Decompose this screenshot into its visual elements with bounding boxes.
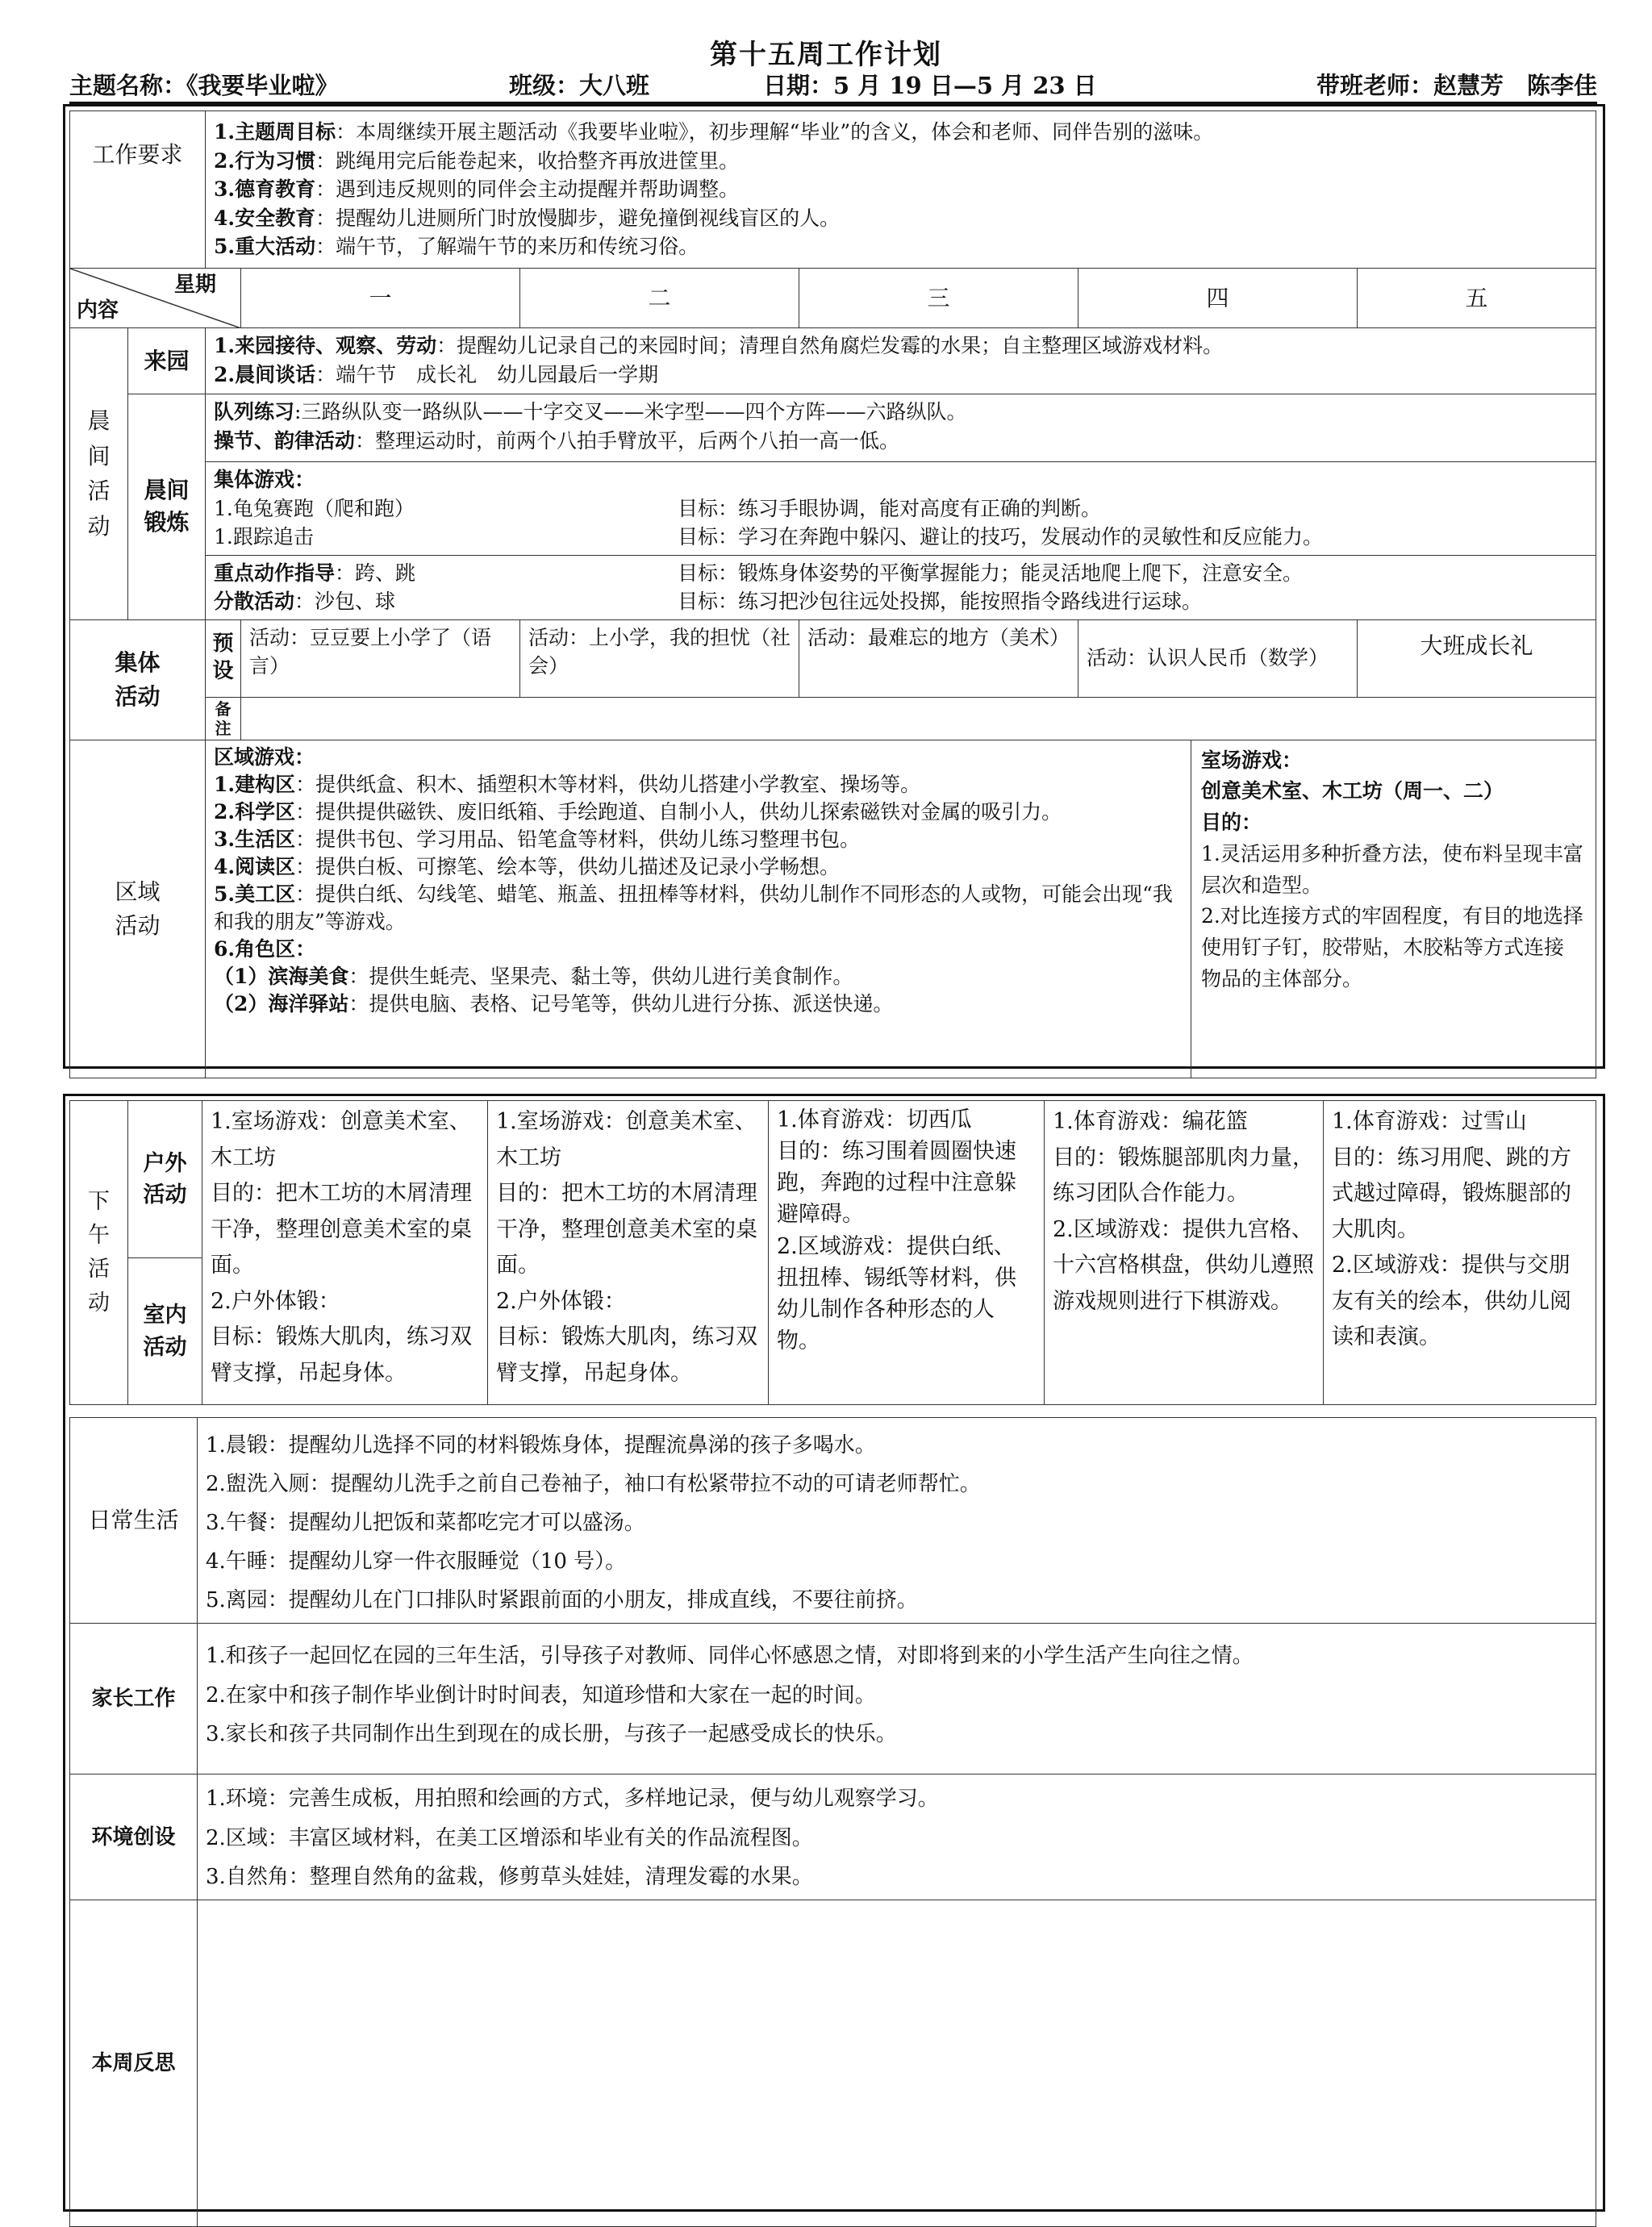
requirement-item: 2.行为习惯：跳绳用完后能卷起来，收拾整齐再放进筐里。 <box>214 148 740 173</box>
group-activity-wednesday: 活动：最难忘的地方（美术） <box>799 619 1078 697</box>
class-name: 班级：大八班 <box>509 72 650 99</box>
day-wednesday: 三 <box>799 269 1078 328</box>
daily-label: 日常生活 <box>70 1418 198 1624</box>
group-activity-label: 集体 活动 <box>70 619 206 740</box>
group-activity-notes <box>241 697 1596 740</box>
afternoon-tuesday: 1.室场游戏：创意美术室、木工坊 目的：把木工坊的木屑清理干净，整理创意美术室的桌面。 2.户外体锻： 目标：锻炼大肌肉，练习双臂支撑，吊起身体。 <box>488 1101 769 1405</box>
bottom-table <box>69 1100 1596 1405</box>
afternoon-friday: 1.体育游戏：过雪山 目的：练习用爬、跳的方式越过障碍，锻炼腿部的大肌肉。 2.区域游戏：提供与交朋友有关的绘本，供幼儿阅读和表演。 <box>1324 1101 1596 1405</box>
group-games-content: 集体游戏： 1.龟兔赛跑（爬和跑） 目标：练习手眼协调，能对高度有正确的判断。 1.跟踪追击 目标：学习在奔跑中躲闪、避让的技巧，发展动作的灵敏性和反应能力。 <box>206 462 1596 556</box>
page-title: 第十五周工作计划 <box>710 39 942 71</box>
note-label: 备 注 <box>206 697 241 740</box>
theme-name: 主题名称：《我要毕业啦》 <box>69 72 339 99</box>
environment-label: 环境创设 <box>70 1775 198 1900</box>
afternoon-wednesday: 1.体育游戏：切西瓜 目的：练习围着圆圈快速跑，奔跑的过程中注意躲避障碍。 2.区域游戏：提供白纸、扭扭棒、锡纸等材料，供幼儿制作各种形态的人物。 <box>769 1101 1045 1405</box>
afternoon-label: 下 午 活 动 <box>70 1101 128 1405</box>
parents-content: 1.和孩子一起回忆在园的三年生活，引导孩子对教师、同伴心怀感恩之情，对即将到来的小学生活产生向往之情。 2.在家中和孩子制作毕业倒计时时间表，知道珍惜和大家在一起的时间。 3.家长和孩子共同制作出生到现在的成长册，与孩子一起感受成长的快乐。 <box>198 1624 1596 1775</box>
requirement-item: 1.主题周目标：本周继续开展主题活动《我要毕业啦》，初步理解“毕业”的含义，体会和老师、同伴告别的滋味。 <box>214 120 1214 144</box>
requirements-content <box>206 111 1596 269</box>
room-games: 室场游戏： 创意美术室、木工坊（周一、二） 目的： 1.灵活运用多种折叠方法，使布料呈现丰富层次和造型。 2.对比连接方式的牢固程度，有目的地选择使用钉子钉，胶带贴，木胶粘等方式连接物品的主体部分。 <box>1201 748 1583 990</box>
requirement-item: 3.德育教育：遇到违反规则的同伴会主动提醒并帮助调整。 <box>214 177 740 201</box>
group-activity-friday: 大班成长礼 <box>1358 619 1596 697</box>
daily-content: 1.晨锻：提醒幼儿选择不同的材料锻炼身体，提醒流鼻涕的孩子多喝水。 2.盥洗入厕：提醒幼儿洗手之前自己卷袖子，袖口有松紧带拉不动的可请老师帮忙。 3.午餐：提醒幼儿把饭和菜都吃完才可以盛汤。 4.午睡：提醒幼儿穿一件衣服睡觉（10 号）。 5.离园：提醒幼儿在门口排队时紧跟前面的小朋友，排成直线，不要往前挤。 <box>198 1418 1596 1624</box>
afternoon-monday: 1.室场游戏：创意美术室、木工坊 目的：把木工坊的木屑清理干净，整理创意美术室的桌面。 2.户外体锻： 目标：锻炼大肌肉，练习双臂支撑，吊起身体。 <box>202 1101 488 1405</box>
area-games: 区域游戏： 1.建构区：提供纸盒、积木、插塑积木等材料，供幼儿搭建小学教室、操场等。 2.科学区：提供提供磁铁、废旧纸箱、手绘跑道、自制小人，供幼儿探索磁铁对金属的吸引力。 3.生活区：提供书包、学习用品、铅笔盒等材料，供幼儿练习整理书包。 4.阅读区：提供白板、可擦笔、绘本等，供幼儿描述及记录小学畅想。 5.美工区：提供白纸、勾线笔、蜡笔、瓶盖、扭扭棒等材料，供幼儿制作不同形态的人或物，可能会出现“我和我的朋友”等游戏。 6.角色区： （1）滨海美食：提供生蚝壳、坚果壳、黏土等，供幼儿进行美食制作。 （2）海洋驿站：提供电脑、表格、记号笔等，供幼儿进行分拣、派送快递。 <box>206 740 1191 1078</box>
arrival-label: 来园 <box>128 328 206 394</box>
reflection-label: 本周反思 <box>70 1900 198 2226</box>
afternoon-thursday: 1.体育游戏：编花篮 目的：锻炼腿部肌肉力量，练习团队合作能力。 2.区域游戏：提供九宫格、十六宫格棋盘，供幼儿遵照游戏规则进行下棋游戏。 <box>1045 1101 1324 1405</box>
area-content <box>206 740 1596 1078</box>
arrival-content: 1.来园接待、观察、劳动：提醒幼儿记录自己的来园时间；清理自然角腐烂发霉的水果；自主整理区域游戏材料。 2.晨间谈话：端午节 成长礼 幼儿园最后一学期 <box>206 328 1596 394</box>
formation-content: 队列练习:三路纵队变一路纵队——十字交叉——米字型——四个方阵——六路纵队。 操节、韵律活动：整理运动时，前两个八拍手臂放平，后两个八拍一高一低。 <box>206 394 1596 462</box>
morning-label: 晨 间 活 动 <box>70 328 128 620</box>
environment-content: 1.环境：完善生成板，用拍照和绘画的方式，多样地记录，便与幼儿观察学习。 2.区域：丰富区域材料，在美工区增添和毕业有关的作品流程图。 3.自然角：整理自然角的盆栽，修剪草头娃娃，清理发霉的水果。 <box>198 1775 1596 1900</box>
bottom-table-lower <box>69 1417 1596 2227</box>
corner-weekday-label: 星期 <box>174 273 217 297</box>
corner-content-label: 内容 <box>77 298 119 323</box>
requirement-item: 4.安全教育：提醒幼儿进厕所门时放慢脚步，避免撞倒视线盲区的人。 <box>214 206 841 230</box>
preset-label: 预 设 <box>206 619 241 697</box>
plan-header <box>69 68 1597 100</box>
outdoor-label: 户外 活动 <box>128 1101 202 1258</box>
requirement-item: 5.重大活动：端午节，了解端午节的来历和传统习俗。 <box>214 235 699 258</box>
day-friday: 五 <box>1358 269 1596 328</box>
date-range: 日期：5 月 19 日—5 月 23 日 <box>763 72 1097 99</box>
weekday-corner <box>70 269 241 328</box>
parents-label: 家长工作 <box>70 1624 198 1775</box>
reflection-content[interactable] <box>198 1900 1596 2226</box>
area-label: 区域 活动 <box>70 740 206 1078</box>
focus-content: 重点动作指导：跨、跳 目标：锻炼身体姿势的平衡掌握能力；能灵活地爬上爬下，注意安全。 分散活动：沙包、球 目标：练习把沙包往远处投掷，能按照指令路线进行运球。 <box>206 555 1596 619</box>
group-activity-thursday: 活动：认识人民币（数学） <box>1078 619 1358 697</box>
group-activity-monday: 活动：豆豆要上小学了（语言） <box>241 619 520 697</box>
day-monday: 一 <box>241 269 520 328</box>
group-activity-tuesday: 活动：上小学，我的担忧（社会） <box>520 619 799 697</box>
top-table <box>69 111 1596 1078</box>
day-thursday: 四 <box>1078 269 1358 328</box>
requirements-label: 工作要求 <box>70 111 206 269</box>
indoor-label: 室内 活动 <box>128 1258 202 1405</box>
teachers: 带班老师：赵慧芳 陈李佳 <box>1316 72 1597 99</box>
exercise-label: 晨间 锻炼 <box>128 394 206 620</box>
day-tuesday: 二 <box>520 269 799 328</box>
